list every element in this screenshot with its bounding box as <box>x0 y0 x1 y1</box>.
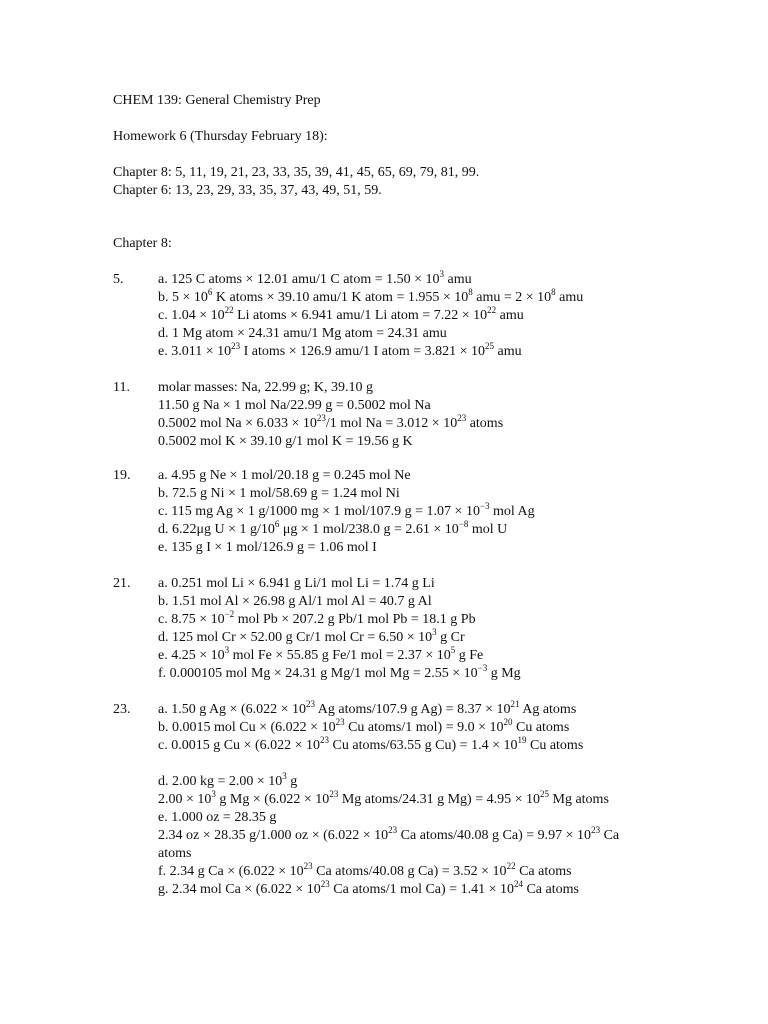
solution-line: d. 125 mol Cr × 52.00 g Cr/1 mol $Cr = 6.50 \times 10^3$ g Cr <box>158 627 465 645</box>
exponent: 3 <box>211 789 216 799</box>
exponent: 8 <box>551 287 556 297</box>
problem-number: 19. <box>113 468 131 483</box>
exponent: 6 <box>274 519 280 529</box>
solution-line: d. 6.22μg U × 1 $g/10^6$ μg × 1 mol/238.0 $g = 2.61 \times 10^{-8}$ mol U <box>158 519 508 537</box>
solution-line: atoms <box>158 846 192 861</box>
solution-line: b. 1.51 mol Al × 26.98 g Al/1 mol Al = 40.7 g Al <box>158 594 432 609</box>
exponent: 6 <box>207 287 213 297</box>
solution-line: e. $4.25 \times 10^3$ mol Fe × 55.85 g Fe/1 mol = $2.37 \times 10^5$ g Fe <box>158 645 484 663</box>
exponent: 25 <box>540 789 549 799</box>
exponent: 19 <box>517 735 527 745</box>
solution-line: a. 4.95 g Ne × 1 mol/20.18 g = 0.245 mol Ne <box>158 468 411 483</box>
solution-line: b. 72.5 g Ni × 1 mol/58.69 g = 1.24 mol Ni <box>158 486 400 501</box>
exponent: 23 <box>591 825 601 835</box>
exponent: −3 <box>477 663 488 673</box>
solution-line: c. 0.0015 g $Cu \times (6.022 \times 10^{23}$ Cu atoms/63.55 g $Cu) = 1.4 \times 10^{19}$ Cu atoms <box>158 735 584 753</box>
chapter6-assignment: Chapter 6: 13, 23, 29, 33, 35, 37, 43, 49, 51, 59. <box>113 183 382 198</box>
problem-number: 11. <box>113 380 130 395</box>
exponent: 22 <box>224 305 234 315</box>
solution-line: f. 0.000105 mol Mg × 24.31 g Mg/1 mol $Mg = 2.55 \times 10^{-3}$ g Mg <box>158 663 521 681</box>
exponent: 3 <box>432 627 437 637</box>
solution-line: e. 135 g I × 1 mol/126.9 g = 1.06 mol I <box>158 540 377 555</box>
exponent: 23 <box>303 861 313 871</box>
exponent: −8 <box>458 519 469 529</box>
homework-heading: Homework 6 (Thursday February 18): <box>113 129 328 144</box>
solution-line: b. 0.0015 mol $Cu \times (6.022 \times 10^{23}$ Cu atoms/1 $mol) = 9.0 \times 10^{20}$ Cu atoms <box>158 717 570 735</box>
exponent: 23 <box>231 341 241 351</box>
solution-line: b. $5 \times 10^6$ K atoms × 39.10 amu/1 K atom = $1.955 \times 10^8$ amu = $2 \times 10^8$ amu <box>158 287 584 305</box>
solution-line: d. 2.00 kg = $2.00 \times 10^3$ g <box>158 771 298 789</box>
solution-line: c. $8.75 \times 10^{-2}$ mol Pb × 207.2 g Pb/1 mol Pb = 18.1 g Pb <box>158 609 476 627</box>
exponent: 23 <box>457 413 467 423</box>
solution-line: 0.5002 mol $Na \times 6.033 \times 10^{23}/1$ mol $Na = 3.012 \times 10^{23}$ atoms <box>158 413 504 431</box>
exponent: 20 <box>503 717 513 727</box>
problem-number: 21. <box>113 576 131 591</box>
problem-number: 23. <box>113 702 131 717</box>
exponent: 21 <box>510 699 520 709</box>
solution-line: d. 1 Mg atom × 24.31 amu/1 Mg atom = 24.31 amu <box>158 326 447 341</box>
exponent: 3 <box>224 645 230 655</box>
exponent: 3 <box>282 771 287 781</box>
exponent: 23 <box>320 735 330 745</box>
exponent: 23 <box>316 413 326 423</box>
exponent: 23 <box>388 825 398 835</box>
solution-line: c. 115 mg Ag × 1 g/1000 mg × 1 mol/107.9 $g = 1.07 \times 10^{-3}$ mol Ag <box>158 501 535 519</box>
exponent: 22 <box>487 305 497 315</box>
exponent: 23 <box>320 879 330 889</box>
solution-line: e. 1.000 oz = 28.35 g <box>158 810 277 825</box>
course-title: CHEM 139: General Chemistry Prep <box>113 93 321 108</box>
solution-line: g. 2.34 mol $Ca \times (6.022 \times 10^{23}$ Ca atoms/1 mol $Ca) = 1.41 \times 10^{24}$ Ca atoms <box>158 879 579 897</box>
solution-line: f. 2.34 g $Ca \times (6.022 \times 10^{23}$ Ca atoms/40.08 g $Ca) = 3.52 \times 10^{22}$ Ca atoms <box>158 861 572 879</box>
chapter8-assignment: Chapter 8: 5, 11, 19, 21, 23, 33, 35, 39, 41, 45, 65, 69, 79, 81, 99. <box>113 165 480 180</box>
solution-line: 0.5002 mol K × 39.10 g/1 mol K = 19.56 g K <box>158 434 413 449</box>
exponent: −3 <box>479 501 490 511</box>
solution-line: molar masses: Na, 22.99 g; K, 39.10 g <box>158 380 374 395</box>
exponent: 23 <box>306 699 316 709</box>
solution-line: 11.50 g Na × 1 mol Na/22.99 g = 0.5002 mol Na <box>158 398 431 413</box>
solution-line: 2.34 oz × 28.35 g/1.000 oz × ($6.022 \times 10^{23}$ Ca atoms/40.08 g $Ca) = 9.97 \times 10^{23}$ Ca <box>158 825 620 843</box>
solution-line: a. 125 C atoms × 12.01 amu/1 C atom = $1.50 \times 10^3$ amu <box>158 269 472 287</box>
exponent: 3 <box>439 269 445 279</box>
exponent: 23 <box>335 717 345 727</box>
solution-line: a. 0.251 mol Li × 6.941 g Li/1 mol Li = 1.74 g Li <box>158 576 435 591</box>
exponent: 23 <box>329 789 339 799</box>
exponent: 25 <box>485 341 495 351</box>
exponent: 5 <box>450 645 456 655</box>
solution-line: e. $3.011 \times 10^{23}$ I atoms × 126.9 amu/1 I atom = $3.821 \times 10^{25}$ amu <box>158 341 522 359</box>
exponent: 8 <box>468 287 473 297</box>
exponent: 24 <box>513 879 523 889</box>
exponent: 22 <box>506 861 516 871</box>
section-heading: Chapter 8: <box>113 236 172 251</box>
exponent: −2 <box>224 609 235 619</box>
solution-line: c. $1.04 \times 10^{22}$ Li atoms × 6.941 amu/1 Li atom = $7.22 \times 10^{22}$ amu <box>158 305 524 323</box>
solution-line: a. 1.50 g $Ag \times (6.022 \times 10^{23}$ Ag atoms/107.9 g $Ag) = 8.37 \times 10^{21}$ Ag atoms <box>158 699 577 717</box>
problem-number: 5. <box>113 272 124 287</box>
solution-line: $2.00 \times 10^3$ g $Mg \times (6.022 \times 10^{23}$ Mg atoms/24.31 g $Mg) = 4.95 \times 10^{25}$ Mg atoms <box>158 789 609 807</box>
